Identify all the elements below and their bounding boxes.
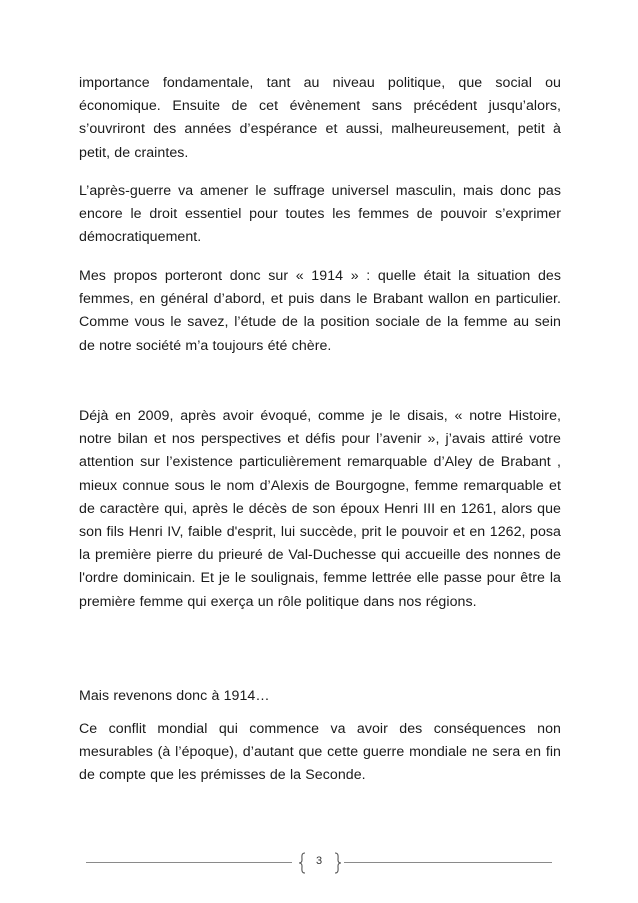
footer-rule-right [344, 862, 552, 863]
paragraph-1: importance fondamentale, tant au niveau politique, que social ou économique. Ensuite de cet évènement sans précédent jusqu’alors, s’ouvriront des années d’espérance et aussi, malheureusement, petit à petit, de craintes. [79, 75, 561, 161]
paragraph-6: Ce conflit mondial qui commence va avoir des conséquences non mesurables (à l’époque), d’autant que cette guerre mondiale ne sera en fin de compte que les prémisses de la Seconde. [79, 721, 561, 784]
page-footer [0, 848, 638, 878]
paragraph-3: Mes propos porteront donc sur « 1914 » : quelle était la situation des femmes, en général d’abord, et puis dans le Brabant wallon en particulier. Comme vous le savez, l’étude de la position sociale de la femme au sein de notre société m’a toujours été chère. [79, 268, 561, 354]
page-number: 3 [315, 855, 323, 867]
left-brace-icon [298, 852, 306, 874]
paragraph-4: Déjà en 2009, après avoir évoqué, comme je le disais, « notre Histoire, notre bilan et nos perspectives et défis pour l’avenir », j’avais attiré votre attention sur l’existence particulièrement remarquable d’Aley de Brabant , mieux connue sous le nom d’Alexis de Bourgogne, femme remarquable et de caractère qui, après le décès de son époux Henri III en 1261, alors que son fils Henri IV, faible d'esprit, lui succède, prit le pouvoir et en 1262, posa la première pierre du prieuré de Val-Duchesse qui accueille des nonnes de l'ordre dominicain. Et je le soulignais, femme lettrée elle passe pour être la première femme qui exerça un rôle politique dans nos régions. [79, 408, 561, 610]
right-brace-icon [334, 852, 342, 874]
footer-rule-left [86, 862, 292, 863]
paragraph-5: Mais revenons donc à 1914… [79, 688, 270, 704]
paragraph-2: L’après-guerre va amener le suffrage universel masculin, mais donc pas encore le droit essentiel pour toutes les femmes de pouvoir s’exprimer démocratiquement. [79, 183, 561, 246]
